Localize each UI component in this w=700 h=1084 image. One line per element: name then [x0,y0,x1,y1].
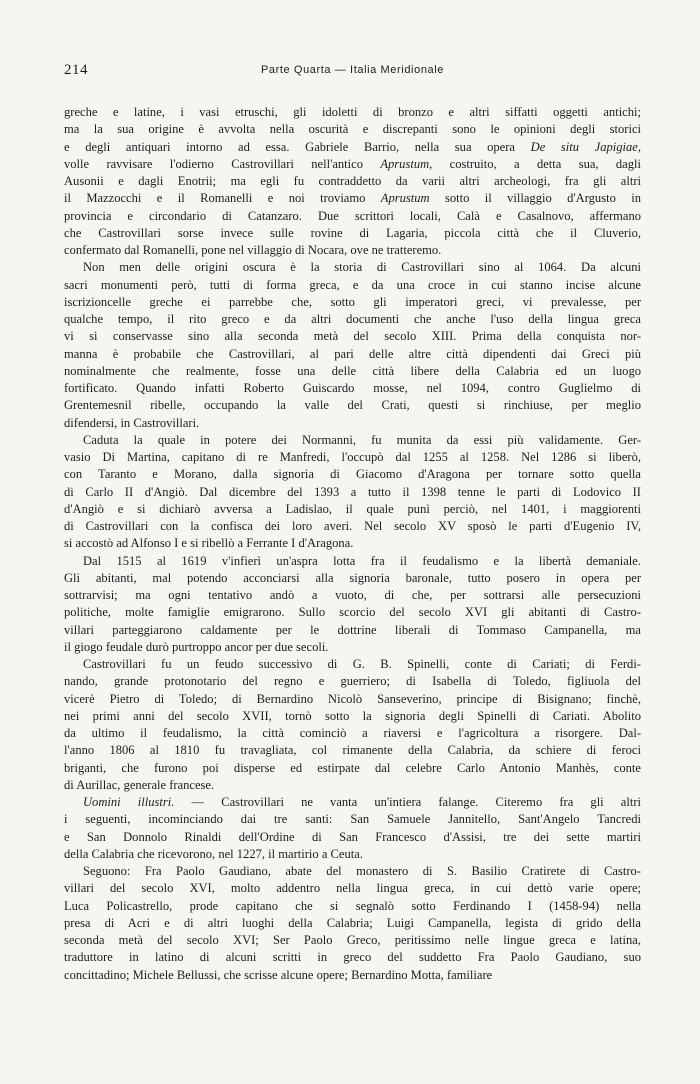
text-line: vi si conservasse sino alla seconda metà del secolo XIII. Prima della conquista nor- [64,329,641,344]
text-line: e degli antiquari intorno ad essa. Gabriele Barrio, nella sua opera De situ Japigiae, [64,139,641,154]
text-line: sottrarvisi; ma ogni tentativo andò a vuoto, di che, per sottrarsi alle persecuzioni [64,588,641,602]
text-line: seconda metà del secolo XVI; Ser Paolo Greco, peritissimo nelle lingue greca e latina, [64,933,641,947]
text-line: Uomini illustri. — Castrovillari ne vanta un'intiera falange. Citeremo fra gli altri [83,795,641,809]
text-line: vasio Di Martina, capitano di re Manfredi, l'occupò dal 1255 al 1258. Nel 1286 si liberò, [64,450,641,464]
text-line: presa di Acri e di altri luoghi della Calabria; Luigi Campanella, legista di grido della [64,915,641,930]
text-line: politiche, molte famiglie emigrarono. Sullo scorcio del secolo XVI gli abitanti di Castro- [64,605,641,620]
body-text [64,104,641,984]
text-line: che Castrovillari sorse invece sulle rovine di Lagaria, piccola città che il Cluverio, [64,225,641,240]
text-line: i seguenti, incominciando dai tre santi: San Samuele Jannitello, Sant'Angelo Tancredi [64,812,641,827]
paragraph [64,259,641,432]
text-line: villari del secolo XVI, molto addentro nella lingua greca, in cui dettò varie opere; [64,881,641,896]
text-line: Castrovillari fu un feudo successivo di G. B. Spinelli, conte di Cariati; di Ferdi- [83,657,641,671]
text-line: Luca Policastrello, prode capitano che si segnalò sotto Ferdinando I (1458-94) nella [64,898,641,913]
text-line: nei primi anni del secolo XVII, tornò sotto la signoria degli Spinelli di Cariati. Abolito [64,708,641,723]
text-line: ma la sua origine è avvolta nella oscurità e discrepanti sono le opinioni degli storici [64,122,641,137]
text-line: nando, grande protonotario del regno e guerriero; di Isabella di Toledo, figliuola del [64,674,641,689]
text-line: briganti, che furono poi disperse ed estirpate dal celebre Carlo Antonio Manhès, conte [64,760,641,775]
text-line: Gli abitanti, mal potendo acconciarsi alla signoria baronale, tutto posero in opera per [64,570,641,585]
text-line: di Castrovillari con la confisca dei loro averi. Nel secolo XV sposò le parti d'Eugenio IV, [64,519,641,533]
text-line: provincia e circondario di Catanzaro. Due scrittori locali, Calà e Casalnovo, affermano [64,208,641,223]
text-line: villari parteggiarono caldamente per le dottrine liberali di Tommaso Campanella, ma [64,622,641,637]
text-line: di Carlo II d'Angiò. Dal dicembre del 1393 a tutto il 1398 tenne le parti di Lodovico II [64,484,641,499]
text-line: nominalmente che realmente, fosse una delle città libere della Calabria ed un luogo [64,363,641,378]
paragraph [64,104,641,259]
text-line: vicerè Pietro di Toledo; di Bernardino Nicolò Sanseverino, principe di Bisignano; finchè, [64,691,641,706]
paragraph [64,794,641,863]
text-line: Caduta la quale in potere dei Normanni, fu munita da essi più validamente. Ger- [83,432,641,447]
text-line: l'anno 1806 al 1810 fu travagliata, col rimanente della Calabria, da schiere di feroci [64,743,641,758]
text-line: da ultimo il feudalismo, la città cominciò a riaversi e l'agricoltura a risorgere. Dal- [64,726,641,740]
paragraph [64,656,641,794]
text-line: iscrizioncelle greche ei parrebbe che, sotto gli imperatori greci, vi prevalesse, per [64,294,641,309]
text-line: d'Angiò e si dichiarò avversa a Ladislao, il quale punì perciò, nel 1401, i maggiorenti [64,501,641,516]
text-line: manna è probabile che Castrovillari, al pari delle altre città dipendenti dai Greci più [64,346,641,361]
text-line: fortificato. Quando infatti Roberto Guiscardo mosse, nel 1094, contro Guglielmo di [64,381,641,395]
text-line: Grentemesnil ribelle, occupando la valle del Crati, questi si rinchiuse, per meglio [64,398,641,413]
text-line: Ausonii e dagli Enotrii; ma egli fu contraddetto da varii altri archeologi, fra gli altri [64,174,641,188]
text-line: Non men delle origini oscura è la storia di Castrovillari sino al 1064. Da alcuni [83,260,641,275]
text-line: con Taranto e Morano, dalla signoria di Giacomo d'Aragona per tornare sotto quella [64,467,641,482]
text-line: confermato dal Romanelli, pone nel villaggio di Nocara, ove ne tratteremo. [64,243,442,257]
paragraph [64,863,641,984]
page-number: 214 [64,62,88,78]
text-line: della Calabria che ricevorono, nel 1227, il martirio a Ceuta. [64,846,363,861]
text-line: si accostò ad Alfonso I e si ribellò a Ferrante I d'Aragona. [64,536,354,551]
text-line: greche e latine, i vasi etruschi, gli idoletti di bronzo e altri siffatti oggetti antichi; [64,105,641,119]
text-line: Seguono: Fra Paolo Gaudiano, abate del monastero di S. Basilio Cratirete di Castro- [83,864,641,878]
text-line: concittadino; Michele Bellussi, che scrisse alcune opere; Bernardino Motta, familiare [64,967,493,982]
paragraph [64,432,641,553]
text-line: qualche tempo, il rito greco e da altri documenti che anche l'uso della lingua greca [64,312,641,326]
text-line: il giogo feudale durò purtroppo ancor per due secoli. [64,639,329,654]
text-line: sacri monumenti però, tutti di forma greca, e da una croce in cui stanno incise alcune [64,277,641,292]
text-line: di Aurillac, generale francese. [64,777,215,792]
paragraph [64,553,641,657]
text-line: volle ravvisare l'odierno Castrovillari nell'antico Aprustum, costruito, a detta sua, dagli [64,156,641,171]
text-line: traduttore in latino di alcuni scritti in greco del suddetto Fra Paolo Gaudiano, suo [64,950,641,965]
text-line: il Mazzocchi e il Romanelli e noi troviamo Aprustum sotto il villaggio d'Argusto in [64,191,641,206]
text-line: e San Donnolo Rinaldi dell'Ordine di San Francesco d'Assisi, tre dei sette martiri [64,829,641,844]
running-head [64,62,641,80]
text-line: difendersi, in Castrovillari. [64,415,200,430]
text-line: Dal 1515 al 1619 v'infierì un'aspra lotta fra il feudalismo e la libertà demaniale. [83,553,641,568]
running-title: Parte Quarta — Italia Meridionale [260,64,445,76]
